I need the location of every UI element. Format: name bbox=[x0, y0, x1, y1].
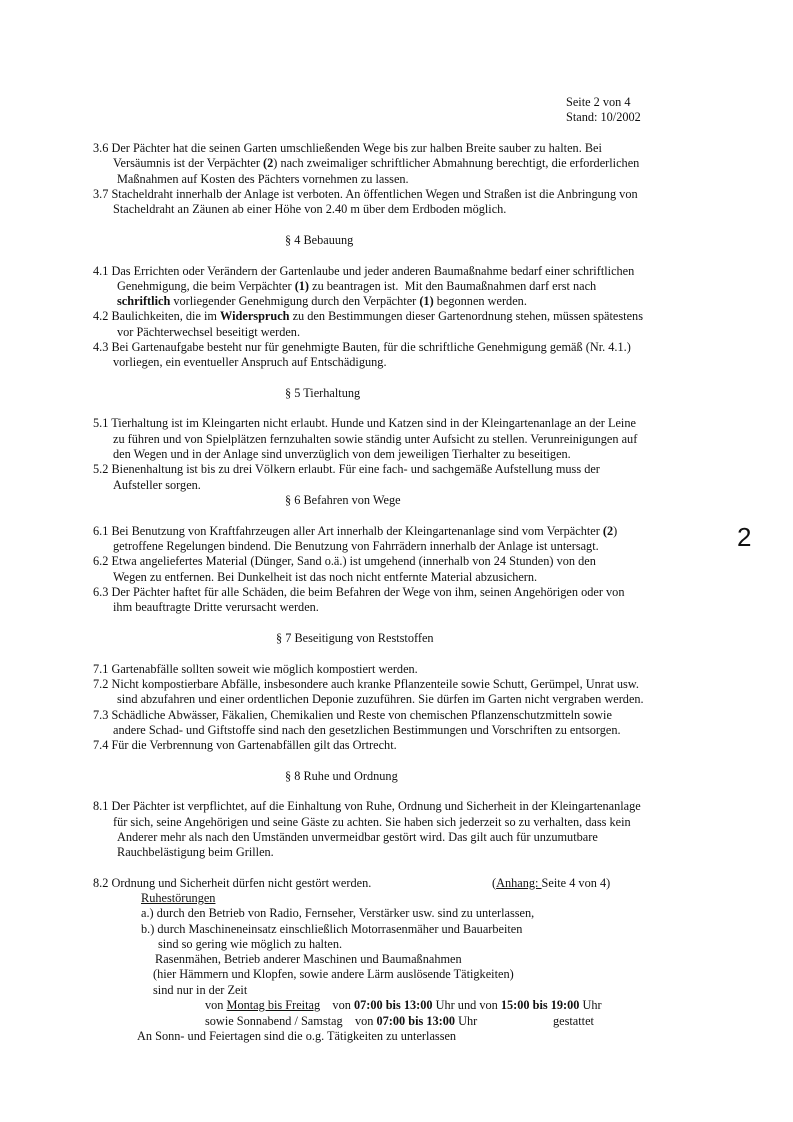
page-number: Seite 2 von 4 bbox=[566, 95, 631, 109]
section-8-heading: § 8 Ruhe und Ordnung bbox=[285, 769, 398, 783]
clause-5-2-line-2: Aufsteller sorgen. bbox=[113, 478, 201, 492]
clause-8-1-line-2: für sich, seine Angehörigen und seine Gäste zu achten. Sie haben sich jederzeit so zu verhalten, dass kein bbox=[113, 815, 631, 829]
clause-7-3-line-2: andere Schad- und Giftstoffe sind nach den gesetzlichen Bestimmungen und Vorschriften zu entsorgen. bbox=[113, 723, 621, 737]
clause-3-7: 3.7 Stacheldraht innerhalb der Anlage ist verboten. An öffentlichen Wegen und Straßen ist die Anbringung von bbox=[93, 187, 638, 201]
clause-3-6-line-3: Maßnahmen auf Kosten des Pächters vornehmen zu lassen. bbox=[117, 172, 409, 186]
clause-6-1-line-2: getroffene Regelungen bindend. Die Benutzung von Fahrrädern innerhalb der Anlage ist untersagt. bbox=[113, 539, 599, 553]
clause-8-2: 8.2 Ordnung und Sicherheit dürfen nicht gestört werden. bbox=[93, 876, 372, 890]
clause-6-2: 6.2 Etwa angeliefertes Material (Dünger, Sand o.ä.) ist umgehend (innerhalb von 24 Stunden) von den bbox=[93, 554, 596, 568]
weekday-hours: von Montag bis Freitag von 07:00 bis 13:00 Uhr und von 15:00 bis 19:00 Uhr bbox=[205, 998, 602, 1012]
clause-8-1-line-3: Anderer mehr als nach den Umständen unvermeidbar gestört wird. Das gilt auch für unzumutbare bbox=[117, 830, 598, 844]
section-6-heading: § 6 Befahren von Wege bbox=[285, 493, 401, 507]
clause-4-1: 4.1 Das Errichten oder Verändern der Gartenlaube und jeder anderen Baumaßnahme bedarf einer schriftlichen bbox=[93, 264, 635, 278]
clause-4-2-line-2: vor Pächterwechsel beseitigt werden. bbox=[117, 325, 301, 339]
clause-4-2: 4.2 Baulichkeiten, die im Widerspruch zu den Bestimmungen dieser Gartenordnung stehen, müssen spätestens bbox=[93, 309, 643, 323]
clause-8-1: 8.1 Der Pächter ist verpflichtet, auf die Einhaltung von Ruhe, Ordnung und Sicherheit in der Kleingartenanlage bbox=[93, 799, 641, 813]
clause-7-4: 7.4 Für die Verbrennung von Gartenabfällen gilt das Ortrecht. bbox=[93, 738, 397, 752]
clause-5-1: 5.1 Tierhaltung ist im Kleingarten nicht erlaubt. Hunde und Katzen sind in der Kleingartenanlage an der Leine bbox=[93, 416, 636, 430]
clause-7-1: 7.1 Gartenabfälle sollten soweit wie möglich kompostiert werden. bbox=[93, 662, 418, 676]
clause-4-3: 4.3 Bei Gartenaufgabe besteht nur für genehmigte Bauten, für die schriftliche Genehmigung gemäß (Nr. 4.1.) bbox=[93, 340, 631, 354]
document-date: Stand: 10/2002 bbox=[566, 110, 641, 124]
clause-7-3: 7.3 Schädliche Abwässer, Fäkalien, Chemikalien und Reste von chemischen Pflanzenschutzmitteln sowie bbox=[93, 708, 612, 722]
noise-item-b: b.) durch Maschineneinsatz einschließlich Motorrasenmäher und Bauarbeiten bbox=[141, 922, 523, 936]
permitted-label: gestattet bbox=[553, 1014, 594, 1028]
noise-heading: Ruhestörungen bbox=[141, 891, 216, 905]
clause-8-1-line-4: Rauchbelästigung beim Grillen. bbox=[117, 845, 274, 859]
clause-7-2: 7.2 Nicht kompostierbare Abfälle, insbesondere auch kranke Pflanzenteile sowie Schutt, Gerümpel, Unrat usw. bbox=[93, 677, 639, 691]
sunday-holiday-rule: An Sonn- und Feiertagen sind die o.g. Tätigkeiten zu unterlassen bbox=[137, 1029, 457, 1043]
annex-reference: (Anhang: Seite 4 von 4) bbox=[492, 876, 611, 890]
noise-item-b-line-4: (hier Hämmern und Klopfen, sowie andere Lärm auslösende Tätigkeiten) bbox=[153, 967, 514, 981]
clause-6-2-line-2: Wegen zu entfernen. Bei Dunkelheit ist das noch nicht entfernte Material abzusichern. bbox=[113, 570, 538, 584]
clause-5-1-line-2: zu führen und von Spielplätzen fernzuhalten sowie ständig unter Aufsicht zu stellen. Verunreinigungen auf bbox=[113, 432, 638, 446]
clause-5-1-line-3: den Wegen und in der Anlage sind unverzüglich von dem jeweiligen Tierhalter zu beseitigen. bbox=[113, 447, 571, 461]
section-7-heading: § 7 Beseitigung von Reststoffen bbox=[276, 631, 434, 645]
clause-5-2: 5.2 Bienenhaltung ist bis zu drei Völkern erlaubt. Für eine fach- und sachgemäße Aufstellung muss der bbox=[93, 462, 600, 476]
clause-3-6-line-2: Versäumnis ist der Verpächter (2) nach zweimaliger schriftlicher Abmahnung berechtigt, die erforderlichen bbox=[113, 156, 640, 170]
side-page-number: 2 bbox=[737, 522, 752, 552]
noise-item-b-line-2: sind so gering wie möglich zu halten. bbox=[158, 937, 343, 951]
clause-4-1-line-2: Genehmigung, die beim Verpächter (1) zu beantragen ist. Mit den Baumaßnahmen darf erst nach bbox=[117, 279, 597, 293]
clause-6-3-line-2: ihm beauftragte Dritte verursacht werden. bbox=[113, 600, 319, 614]
clause-6-3: 6.3 Der Pächter haftet für alle Schäden, die beim Befahren der Wege von ihm, seinen Angehörigen oder von bbox=[93, 585, 625, 599]
saturday-hours: sowie Sonnabend / Samstag von 07:00 bis 13:00 Uhr bbox=[205, 1014, 478, 1028]
clause-4-3-line-2: vorliegen, ein eventueller Anspruch auf Entschädigung. bbox=[113, 355, 387, 369]
section-5-heading: § 5 Tierhaltung bbox=[285, 386, 361, 400]
clause-6-1: 6.1 Bei Benutzung von Kraftfahrzeugen aller Art innerhalb der Kleingartenanlage sind vom Verpächter (2) bbox=[93, 524, 618, 538]
section-4-heading: § 4 Bebauung bbox=[285, 233, 354, 247]
annex-link[interactable]: Anhang: bbox=[496, 876, 542, 890]
noise-item-b-line-3: Rasenmähen, Betrieb anderer Maschinen und Baumaßnahmen bbox=[155, 952, 462, 966]
noise-item-b-line-5: sind nur in der Zeit bbox=[153, 983, 248, 997]
clause-3-6: 3.6 Der Pächter hat die seinen Garten umschließenden Wege bis zur halben Breite sauber zu halten. Bei bbox=[93, 141, 602, 155]
clause-7-2-line-2: sind abzufahren und einer ordentlichen Deponie zuzuführen. Sie dürfen im Garten nicht vergraben werden. bbox=[117, 692, 644, 706]
noise-item-a: a.) durch den Betrieb von Radio, Fernseher, Verstärker usw. sind zu unterlassen, bbox=[141, 906, 535, 920]
clause-4-1-line-3: schriftlich vorliegender Genehmigung durch den Verpächter (1) begonnen werden. bbox=[117, 294, 527, 308]
clause-3-7-line-2: Stacheldraht an Zäunen ab einer Höhe von 2.40 m über dem Erdboden möglich. bbox=[113, 202, 507, 216]
